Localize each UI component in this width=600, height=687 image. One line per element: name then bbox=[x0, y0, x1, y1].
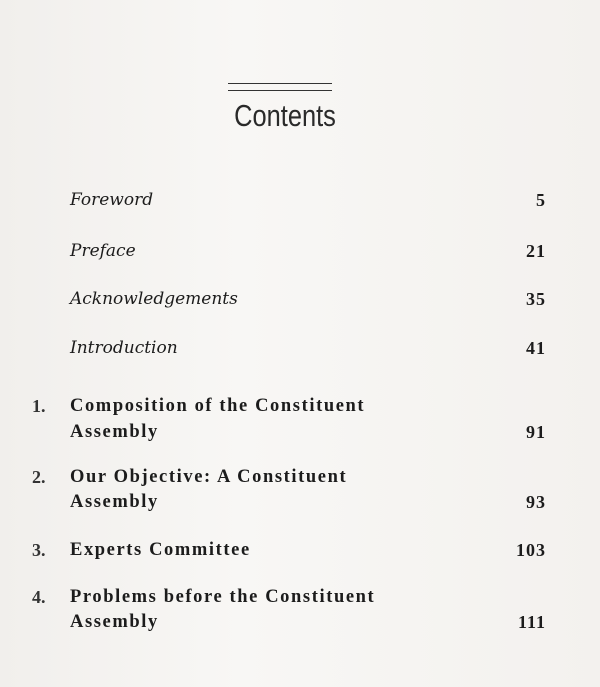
toc-entry-acknowledgements: Acknowledgements bbox=[70, 289, 238, 309]
chapter-title: Experts Committee bbox=[70, 540, 251, 560]
chapter-title: Problems before the Constituent bbox=[70, 587, 376, 607]
chapter-title-cont: Assembly bbox=[70, 492, 159, 512]
toc-page-number: 103 bbox=[516, 540, 546, 560]
toc-page-number: 35 bbox=[526, 289, 546, 309]
toc-page-number: 93 bbox=[526, 492, 546, 512]
chapter-title: Our Objective: A Constituent bbox=[70, 467, 348, 487]
toc-entry-preface: Preface bbox=[70, 241, 136, 261]
toc-page-number: 5 bbox=[536, 190, 546, 210]
toc-page-number: 111 bbox=[517, 612, 546, 632]
chapter-number: 4. bbox=[32, 587, 46, 607]
toc-page-number: 91 bbox=[526, 422, 546, 442]
chapter-title: Composition of the Constituent bbox=[70, 396, 366, 416]
chapter-number: 3. bbox=[32, 540, 46, 560]
toc-entry-introduction: Introduction bbox=[70, 338, 178, 358]
chapter-title-cont: Assembly bbox=[70, 612, 159, 632]
chapter-number: 2. bbox=[32, 467, 46, 487]
toc-page-number: 41 bbox=[526, 338, 546, 358]
chapter-number: 1. bbox=[32, 396, 46, 416]
title-double-rule bbox=[228, 83, 332, 91]
chapter-title-cont: Assembly bbox=[70, 422, 159, 442]
toc-entry-foreword: Foreword bbox=[70, 190, 154, 210]
toc-page-number: 21 bbox=[526, 241, 546, 261]
page-title: Contents bbox=[234, 98, 336, 133]
